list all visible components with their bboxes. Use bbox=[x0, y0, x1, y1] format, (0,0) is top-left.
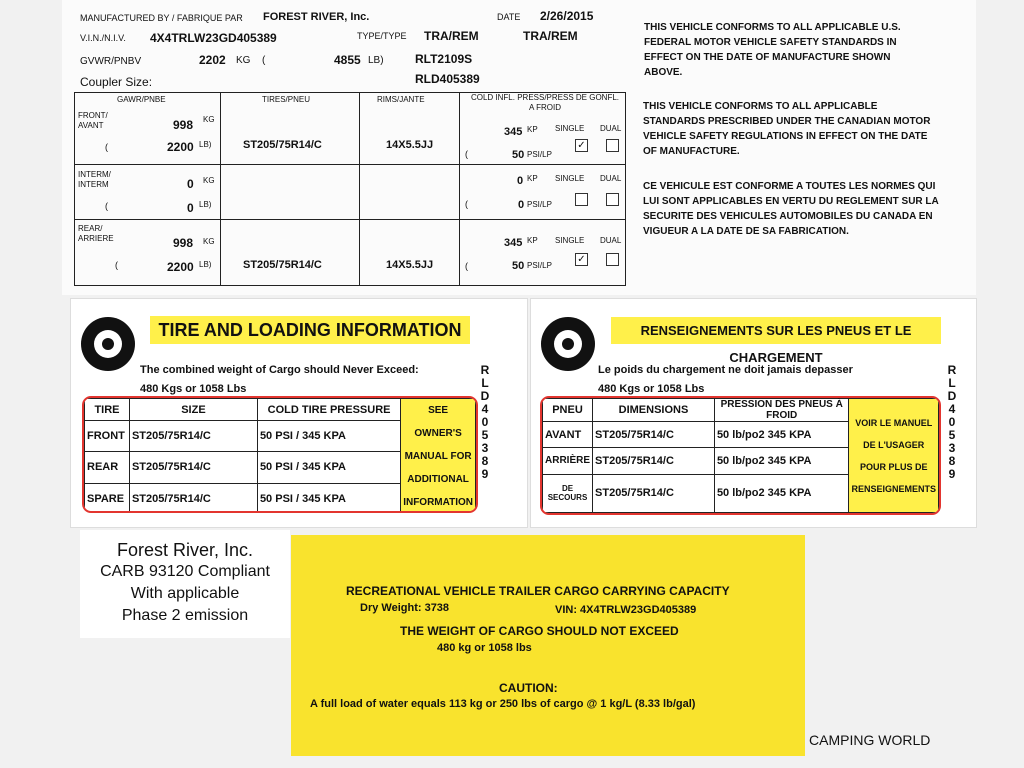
note-line: INFORMATION bbox=[403, 497, 473, 508]
axle-kpa: 0 bbox=[517, 175, 524, 187]
axle-kpa: 345 bbox=[504, 237, 523, 249]
owners-manual-note bbox=[849, 399, 939, 513]
canada-conformity-text-en: THIS VEHICLE CONFORMS TO ALL APPLICABLE STANDARDS PRESCRIBED UNDER THE CANADIAN MOTOR VEHICLE SAFETY REGULATIONS IN EFFECT ON THE DATE OF MANUFACTURE. bbox=[643, 101, 931, 157]
col-header: TIRE bbox=[85, 399, 130, 421]
gvwr-label: GVWR/PNBV bbox=[80, 56, 142, 67]
tire-position: FRONT bbox=[85, 421, 130, 452]
paren: ( bbox=[465, 149, 468, 159]
tire-position: SPARE bbox=[85, 483, 130, 513]
kp-unit: KP bbox=[527, 125, 538, 134]
axle-row-label: INTERM/ INTERM bbox=[78, 170, 111, 189]
pressure-rear-cell bbox=[460, 220, 626, 286]
type-value-2: TRA/REM bbox=[523, 29, 578, 43]
axle-kg: 998 bbox=[173, 236, 194, 250]
vertical-code-en: R L D 4 0 5 3 8 9 bbox=[480, 363, 490, 481]
tire-icon bbox=[541, 317, 595, 371]
note-line: RENSEIGNEMENTS bbox=[851, 483, 936, 494]
tire-size: ST205/75R14/C bbox=[593, 474, 715, 512]
model-code: RLT2109S bbox=[415, 52, 473, 66]
psi-unit: PSI/LP bbox=[527, 261, 552, 270]
carb-emission: Phase 2 emission bbox=[121, 607, 249, 624]
single-label: SINGLE bbox=[555, 236, 585, 245]
col-header: COLD TIRE PRESSURE bbox=[257, 399, 400, 421]
axle-row-label: FRONT/ AVANT bbox=[78, 111, 108, 130]
vin-label: V.I.N./N.I.V. bbox=[80, 33, 126, 43]
tire-pressure: 50 PSI / 345 KPA bbox=[257, 483, 400, 513]
axle-row-label: REAR/ ARRIERE bbox=[78, 224, 114, 243]
mfg-value: FOREST RIVER, Inc. bbox=[263, 11, 370, 23]
axle-interm-cell bbox=[75, 165, 221, 220]
cargo-amount: 480 kg or 1058 lbs bbox=[437, 642, 532, 654]
rim-interm-cell bbox=[360, 165, 460, 220]
tire-position: ARRIÈRE bbox=[543, 448, 593, 474]
camping-world-watermark: CAMPING WORLD bbox=[809, 732, 931, 748]
tire-pressure: 50 PSI / 345 KPA bbox=[257, 452, 400, 483]
single-checkbox: ✓ bbox=[575, 253, 588, 266]
dual-label: DUAL bbox=[600, 174, 622, 183]
axle-tire: ST205/75R14/C bbox=[243, 139, 322, 151]
col-header: PRESSION DES PNEUS À FROID bbox=[714, 399, 849, 422]
lb-unit: LB) bbox=[199, 260, 212, 269]
psi-unit: PSI/LP bbox=[527, 150, 552, 159]
water-caution-text: A full load of water equals 113 kg or 250 lbs of cargo @ 1 kg/L (8.33 lb/gal) bbox=[310, 698, 696, 710]
tire-interm-cell bbox=[221, 165, 360, 220]
tire-size: ST205/75R14/C bbox=[129, 452, 257, 483]
us-conformity-text: THIS VEHICLE CONFORMS TO ALL APPLICABLE U.S. FEDERAL MOTOR VEHICLE SAFETY STANDARDS IN EFFECT ON THE DATE OF MANUFACTURE SHOWN ABOVE. bbox=[644, 22, 901, 78]
pressure-header: COLD INFL. PRESS/PRESS DE GONFL. A FROID bbox=[470, 93, 620, 112]
single-label: SINGLE bbox=[555, 124, 585, 133]
single-checkbox: ✓ bbox=[575, 139, 588, 152]
vin-value: 4X4TRLW23GD405389 bbox=[150, 31, 277, 45]
col-header: SIZE bbox=[129, 399, 257, 421]
type-label: TYPE/TYPE bbox=[357, 31, 407, 41]
dual-checkbox bbox=[606, 139, 619, 152]
tire-info-title-fr: RENSEIGNEMENTS SUR LES PNEUS ET LE CHARGEMENT bbox=[611, 317, 941, 344]
tire-position: REAR bbox=[85, 452, 130, 483]
axle-rating-table bbox=[74, 92, 626, 286]
axle-kg: 0 bbox=[187, 177, 194, 191]
date-value: 2/26/2015 bbox=[540, 9, 594, 23]
cargo-vin: VIN: 4X4TRLW23GD405389 bbox=[555, 604, 697, 616]
tire-size: ST205/75R14/C bbox=[129, 421, 257, 452]
paren: ( bbox=[105, 201, 108, 211]
rim-rear-cell bbox=[360, 220, 460, 286]
tire-size: ST205/75R14/C bbox=[593, 448, 715, 474]
axle-rear-cell bbox=[75, 220, 221, 286]
axle-lb: 2200 bbox=[167, 140, 194, 154]
carb-applicable: With applicable bbox=[130, 585, 240, 602]
cargo-not-exceed: THE WEIGHT OF CARGO SHOULD NOT EXCEED bbox=[400, 624, 679, 638]
tire-pressure: 50 lb/po2 345 KPA bbox=[714, 448, 849, 474]
tire-info-title-en: TIRE AND LOADING INFORMATION bbox=[150, 316, 470, 344]
tire-rear-cell bbox=[221, 220, 360, 286]
paren: ( bbox=[465, 199, 468, 209]
axle-psi: 50 bbox=[512, 149, 525, 161]
note-line: POUR PLUS DE bbox=[859, 461, 928, 472]
note-line: DE L'USAGER bbox=[863, 439, 925, 450]
single-checkbox bbox=[575, 193, 588, 206]
kp-unit: KP bbox=[527, 236, 538, 245]
tire-position: DE SECOURS bbox=[543, 474, 593, 512]
axle-rim: 14X5.5JJ bbox=[386, 139, 434, 151]
caution-heading: CAUTION: bbox=[499, 681, 558, 695]
tire-pressure: 50 lb/po2 345 KPA bbox=[714, 474, 849, 512]
note-line: SEE OWNER'S bbox=[414, 405, 462, 439]
type-value: TRA/REM bbox=[424, 29, 479, 43]
lb-unit: LB) bbox=[199, 200, 212, 209]
carb-compliance: CARB 93120 Compliant bbox=[100, 563, 270, 580]
carb-company: Forest River, Inc. bbox=[116, 540, 254, 560]
dual-label: DUAL bbox=[600, 236, 622, 245]
cargo-limit-line-fr: Le poids du chargement ne doit jamais depasser bbox=[598, 364, 853, 376]
axle-psi: 50 bbox=[512, 260, 525, 272]
kg-unit: KG bbox=[203, 237, 215, 246]
note-line: MANUAL FOR bbox=[404, 451, 472, 462]
axle-rim: 14X5.5JJ bbox=[386, 259, 434, 271]
col-header: PNEU bbox=[543, 399, 593, 422]
psi-unit: PSI/LP bbox=[527, 200, 552, 209]
axle-psi: 0 bbox=[518, 199, 525, 211]
paren: ( bbox=[465, 261, 468, 271]
axle-tire: ST205/75R14/C bbox=[243, 259, 322, 271]
axle-lb: 0 bbox=[187, 201, 194, 215]
note-line: VOIR LE MANUEL bbox=[855, 417, 933, 428]
coupler-label: Coupler Size: bbox=[80, 75, 153, 89]
carb-label bbox=[80, 530, 290, 638]
pressure-interm-cell bbox=[460, 165, 626, 220]
gvwr-kg: 2202 bbox=[199, 53, 226, 67]
owners-manual-note bbox=[401, 399, 476, 514]
dual-label: DUAL bbox=[600, 124, 622, 133]
gvwr-lb-unit: LB) bbox=[368, 55, 384, 66]
gvwr-lb: 4855 bbox=[334, 53, 361, 67]
kp-unit: KP bbox=[527, 174, 538, 183]
cargo-limit-value-en: 480 Kgs or 1058 Lbs bbox=[140, 383, 247, 395]
tires-header: TIRES/PNEU bbox=[262, 95, 311, 104]
dual-checkbox bbox=[606, 193, 619, 206]
kg-unit: KG bbox=[203, 115, 215, 124]
date-label: DATE bbox=[497, 12, 521, 22]
tire-icon bbox=[81, 317, 135, 371]
gvwr-kg-unit: KG bbox=[236, 55, 251, 66]
vertical-code-fr: R L D 4 0 5 3 8 9 bbox=[947, 363, 957, 481]
tire-pressure-table-fr bbox=[540, 396, 941, 515]
cargo-limit-value-fr: 480 Kgs or 1058 Lbs bbox=[598, 383, 705, 395]
tire-pressure: 50 PSI / 345 KPA bbox=[257, 421, 400, 452]
col-header: DIMENSIONS bbox=[593, 399, 715, 422]
gvwr-paren: ( bbox=[262, 55, 266, 66]
tire-size: ST205/75R14/C bbox=[593, 422, 715, 448]
tire-pressure: 50 lb/po2 345 KPA bbox=[714, 422, 849, 448]
tire-size: ST205/75R14/C bbox=[129, 483, 257, 513]
cargo-limit-line-en: The combined weight of Cargo should Never Exceed: bbox=[140, 364, 419, 376]
cargo-title: RECREATIONAL VEHICLE TRAILER CARGO CARRYING CAPACITY bbox=[346, 584, 730, 598]
axle-kg: 998 bbox=[173, 118, 194, 132]
single-label: SINGLE bbox=[555, 174, 585, 183]
note-line: ADDITIONAL bbox=[407, 474, 469, 485]
kg-unit: KG bbox=[203, 176, 215, 185]
canada-conformity-text-fr: CE VEHICULE EST CONFORME A TOUTES LES NORMES QUI LUI SONT APPLICABLES EN VERTU DU REGLEMENT SUR LA SECURITE DES VEHICULES AUTOMOBILES DU CANADA EN VIGUEUR A LA DATE DE SA FABRICATION. bbox=[643, 181, 939, 237]
dry-weight: Dry Weight: 3738 bbox=[360, 602, 450, 614]
gawr-header: GAWR/PNBE bbox=[117, 95, 166, 104]
mfg-label: MANUFACTURED BY / FABRIQUE PAR bbox=[80, 13, 243, 23]
rims-header: RIMS/JANTE bbox=[377, 95, 425, 104]
tire-position: AVANT bbox=[543, 422, 593, 448]
paren: ( bbox=[115, 260, 118, 270]
dual-checkbox bbox=[606, 253, 619, 266]
cargo-capacity-label bbox=[291, 535, 805, 756]
axle-kpa: 345 bbox=[504, 126, 523, 138]
paren: ( bbox=[105, 142, 108, 152]
serial-code: RLD405389 bbox=[415, 72, 480, 86]
tire-pressure-table-en bbox=[82, 396, 478, 513]
lb-unit: LB) bbox=[199, 140, 212, 149]
axle-lb: 2200 bbox=[167, 260, 194, 274]
